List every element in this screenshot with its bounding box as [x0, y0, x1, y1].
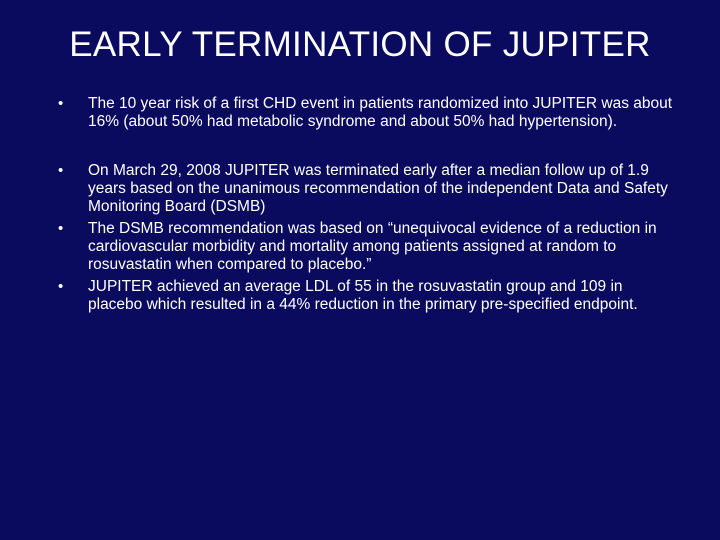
- bullet-item: [58, 95, 678, 131]
- bullet-item: [58, 220, 678, 274]
- bullet-text: JUPITER achieved an average LDL of 55 in the rosuvastatin group and 109 in placebo which resulted in a 44% reduction in the primary pre-specified endpoint.: [88, 278, 638, 313]
- bullet-item: [58, 162, 678, 216]
- slide-title: EARLY TERMINATION OF JUPITER: [69, 25, 651, 64]
- bullet-icon: •: [58, 278, 64, 295]
- bullet-icon: •: [58, 95, 64, 112]
- bullet-text: The DSMB recommendation was based on “unequivocal evidence of a reduction in cardiovascular morbidity and mortality among patients assigned at random to rosuvastatin when compared to placebo.”: [88, 220, 657, 273]
- bullet-text: On March 29, 2008 JUPITER was terminated early after a median follow up of 1.9 years based on the unanimous recommendation of the independent Data and Safety Monitoring Board (DSMB): [88, 162, 668, 215]
- bullet-list: [58, 95, 678, 314]
- bullet-icon: •: [58, 220, 64, 237]
- bullet-item: [58, 278, 678, 314]
- bullet-text: The 10 year risk of a first CHD event in patients randomized into JUPITER was about 16% (about 50% had metabolic syndrome and about 50% had hypertension).: [88, 95, 673, 130]
- bullet-icon: •: [58, 162, 64, 179]
